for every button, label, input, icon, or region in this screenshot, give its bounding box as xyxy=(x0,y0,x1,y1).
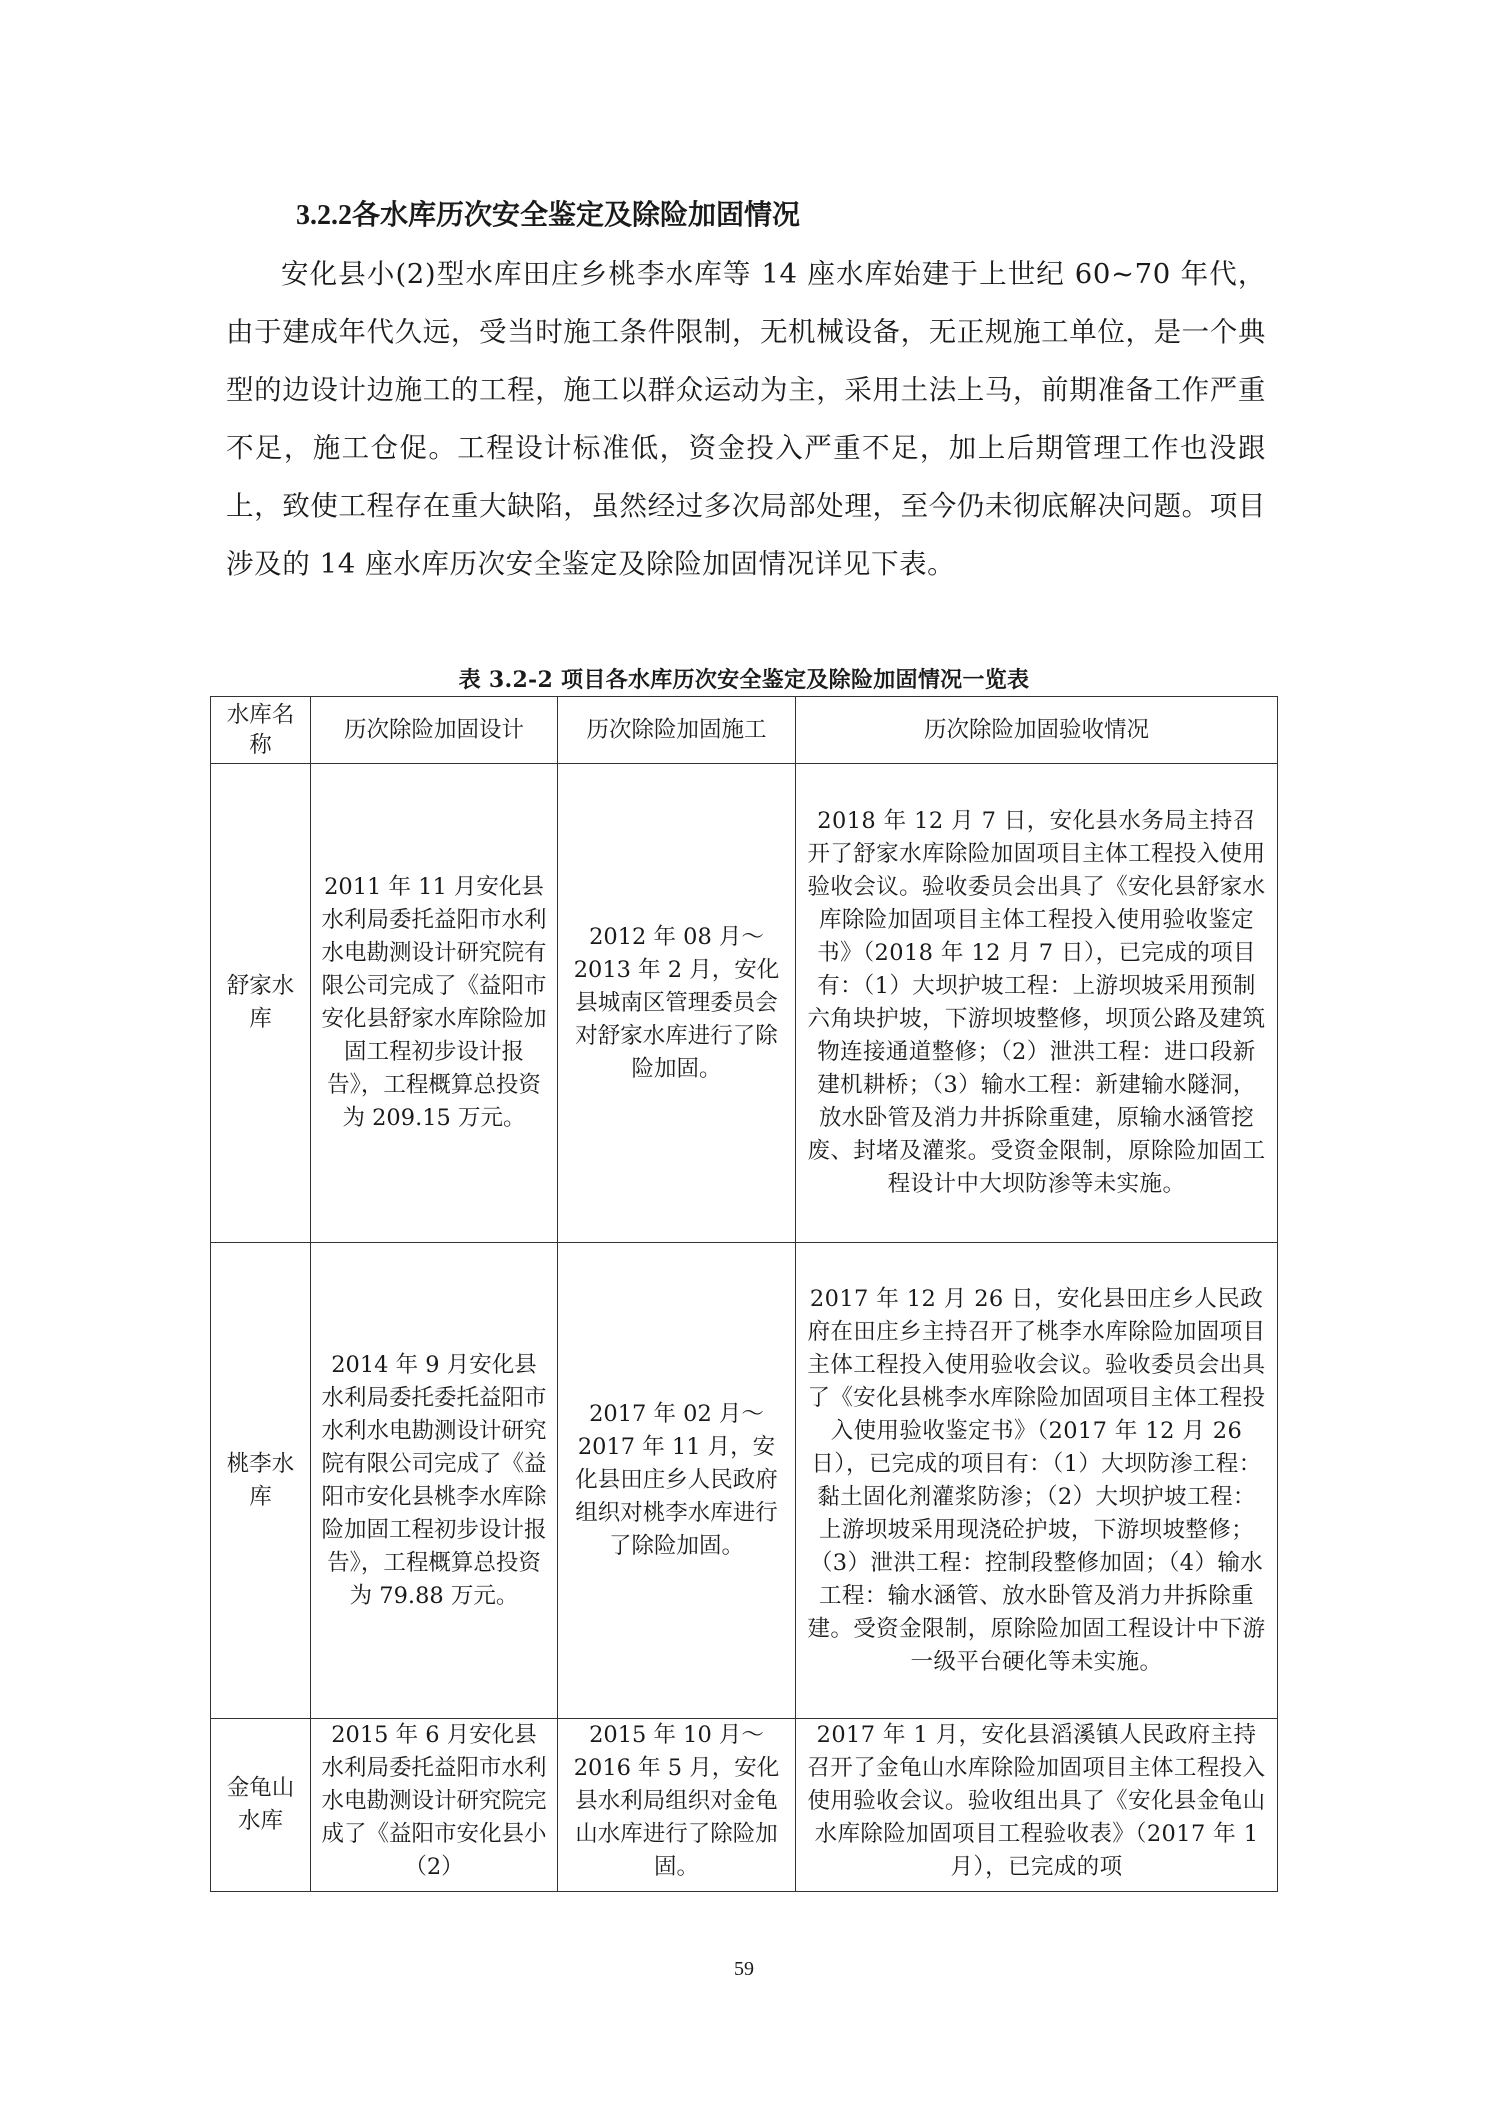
header-design: 历次除险加固设计 xyxy=(311,697,558,764)
acceptance-cell: 2018 年 12 月 7 日，安化县水务局主持召开了舒家水库除险加固项目主体工程投入使用验收会议。验收委员会出具了《安化县舒家水库除险加固项目主体工程投入使用验收鉴定书》（2018 年 12 月 7 日），已完成的项目有：（1）大坝护坡工程：上游坝坡采用预制六角块护坡，下游坝坡整修，坝顶公路及建筑物连接通道整修；（2）泄洪工程：进口段新建机耕桥；（3）输水工程：新建输水隧洞，放水卧管及消力井拆除重建，原输水涵管挖废、封堵及灌浆。受资金限制，原除险加固工程设计中大坝防渗等未实施。 xyxy=(796,764,1278,1243)
design-cell: 2011 年 11 月安化县水利局委托益阳市水利水电勘测设计研究院有限公司完成了《益阳市安化县舒家水库除险加固工程初步设计报告》，工程概算总投资为 209.15 万元。 xyxy=(311,764,558,1243)
header-name: 水库名称 xyxy=(211,697,311,764)
reservoir-table xyxy=(210,696,1278,1892)
table-header-row xyxy=(211,697,1278,764)
section-heading: 3.2.2各水库历次安全鉴定及除险加固情况 xyxy=(296,200,801,231)
construction-cell: 2012 年 08 月～2013 年 2 月，安化县城南区管理委员会对舒家水库进行了除险加固。 xyxy=(558,764,796,1243)
header-construction: 历次除险加固施工 xyxy=(558,697,796,764)
reservoir-name: 桃李水库 xyxy=(211,1243,311,1719)
intro-paragraph: 安化县小(2)型水库田庄乡桃李水库等 14 座水库始建于上世纪 60~70 年代，由于建成年代久远，受当时施工条件限制，无机械设备，无正规施工单位，是一个典型的边设计边施工的工程，施工以群众运动为主，采用土法上马，前期准备工作严重不足，施工仓促。工程设计标准低，资金投入严重不足，加上后期管理工作也没跟上，致使工程存在重大缺陷，虽然经过多次局部处理，至今仍未彻底解决问题。项目涉及的 14 座水库历次安全鉴定及除险加固情况详见下表。 xyxy=(226,258,1266,580)
reservoir-name: 金龟山水库 xyxy=(211,1719,311,1892)
table-row xyxy=(211,764,1278,1243)
table-caption: 表 3.2-2 项目各水库历次安全鉴定及除险加固情况一览表 xyxy=(458,667,1030,693)
design-cell: 2014 年 9 月安化县水利局委托委托益阳市水利水电勘测设计研究院有限公司完成了《益阳市安化县桃李水库除险加固工程初步设计报告》，工程概算总投资为 79.88 万元。 xyxy=(311,1243,558,1719)
page-number: 59 xyxy=(734,1958,754,1980)
reservoir-name: 舒家水库 xyxy=(211,764,311,1243)
table-row xyxy=(211,1719,1278,1892)
acceptance-cell: 2017 年 12 月 26 日，安化县田庄乡人民政府在田庄乡主持召开了桃李水库除险加固项目主体工程投入使用验收会议。验收委员会出具了《安化县桃李水库除险加固项目主体工程投入使用验收鉴定书》（2017 年 12 月 26 日），已完成的项目有：（1）大坝防渗工程：黏土固化剂灌浆防渗；（2）大坝护坡工程：上游坝坡采用现浇砼护坡，下游坝坡整修；（3）泄洪工程：控制段整修加固；（4）输水工程：输水涵管、放水卧管及消力井拆除重建。受资金限制，原除险加固工程设计中下游一级平台硬化等未实施。 xyxy=(796,1243,1278,1719)
table-row xyxy=(211,1243,1278,1719)
design-cell: 2015 年 6 月安化县水利局委托益阳市水利水电勘测设计研究院完成了《益阳市安化县小（2） xyxy=(311,1719,558,1892)
construction-cell: 2015 年 10 月～2016 年 5 月，安化县水利局组织对金龟山水库进行了除险加固。 xyxy=(558,1719,796,1892)
header-acceptance: 历次除险加固验收情况 xyxy=(796,697,1278,764)
construction-cell: 2017 年 02 月～2017 年 11 月，安化县田庄乡人民政府组织对桃李水库进行了除险加固。 xyxy=(558,1243,796,1719)
acceptance-cell: 2017 年 1 月，安化县滔溪镇人民政府主持召开了金龟山水库除险加固项目主体工程投入使用验收会议。验收组出具了《安化县金龟山水库除险加固项目工程验收表》（2017 年 1 月），已完成的项 xyxy=(796,1719,1278,1892)
